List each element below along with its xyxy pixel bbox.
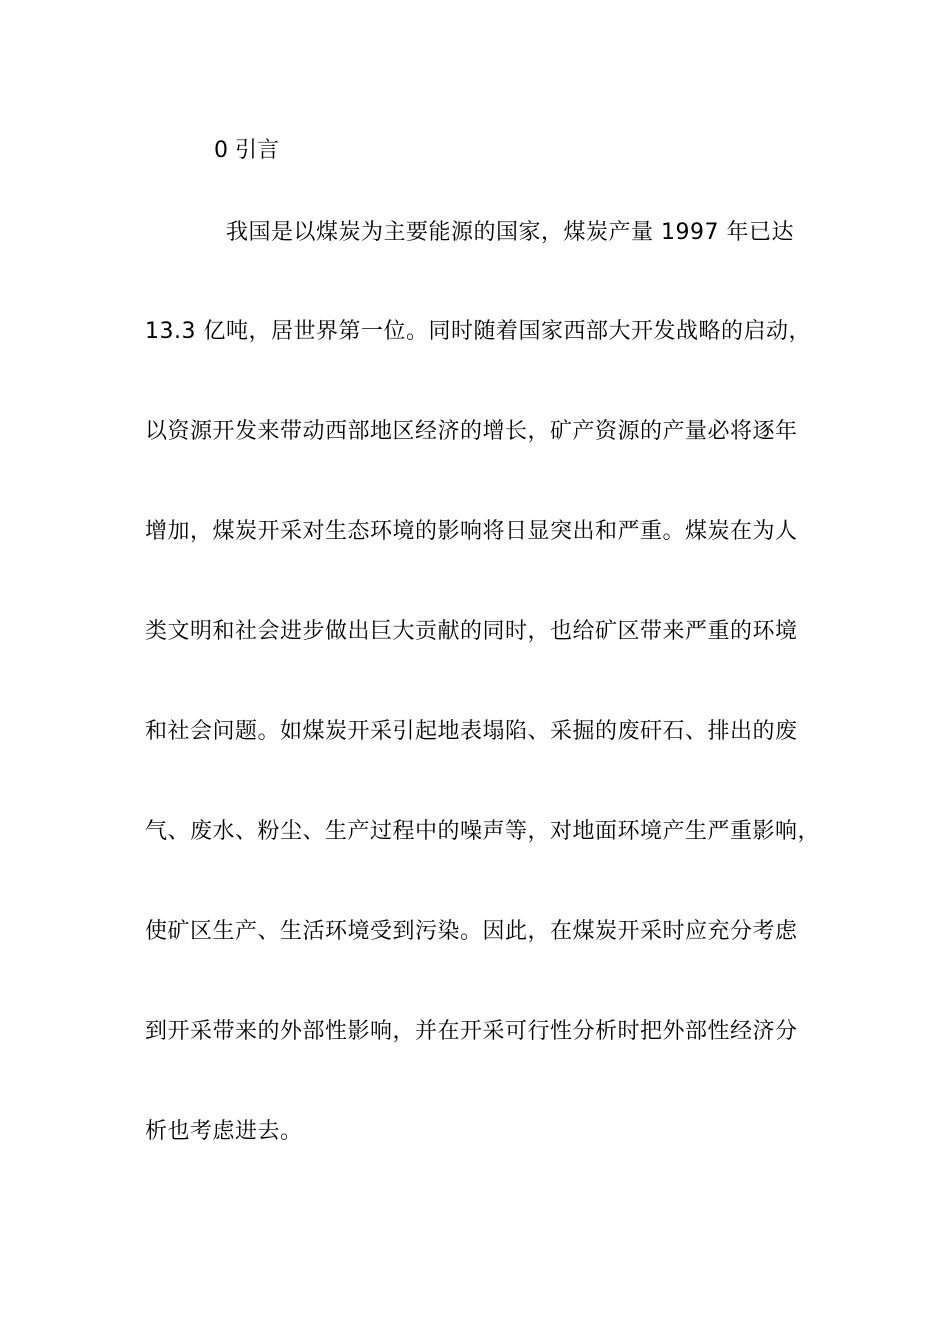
paragraph-line-6: 和社会问题。如煤炭开采引起地表塌陷、采掘的废矸石、排出的废: [145, 719, 798, 744]
paragraph-line-5: 类文明和社会进步做出巨大贡献的同时，也给矿区带来严重的环境: [145, 619, 798, 644]
paragraph-line-2: 13.3 亿吨，居世界第一位。同时随着国家西部大开发战略的启动，: [145, 319, 811, 344]
paragraph-line-3: 以资源开发来带动西部地区经济的增长，矿产资源的产量必将逐年: [145, 419, 798, 444]
section-heading: 0 引言: [214, 138, 279, 163]
paragraph-line-1: 我国是以煤炭为主要能源的国家，煤炭产量 1997 年已达: [226, 220, 794, 245]
paragraph-line-8: 使矿区生产、生活环境受到污染。因此，在煤炭开采时应充分考虑: [145, 919, 798, 944]
paragraph-line-4: 增加，煤炭开采对生态环境的影响将日显突出和严重。煤炭在为人: [145, 519, 798, 544]
paragraph-line-10: 析也考虑进去。: [145, 1119, 303, 1144]
paragraph-line-7: 气、废水、粉尘、生产过程中的噪声等，对地面环境产生严重影响，: [145, 819, 821, 844]
paragraph-line-9: 到开采带来的外部性影响，并在开采可行性分析时把外部性经济分: [145, 1019, 798, 1044]
